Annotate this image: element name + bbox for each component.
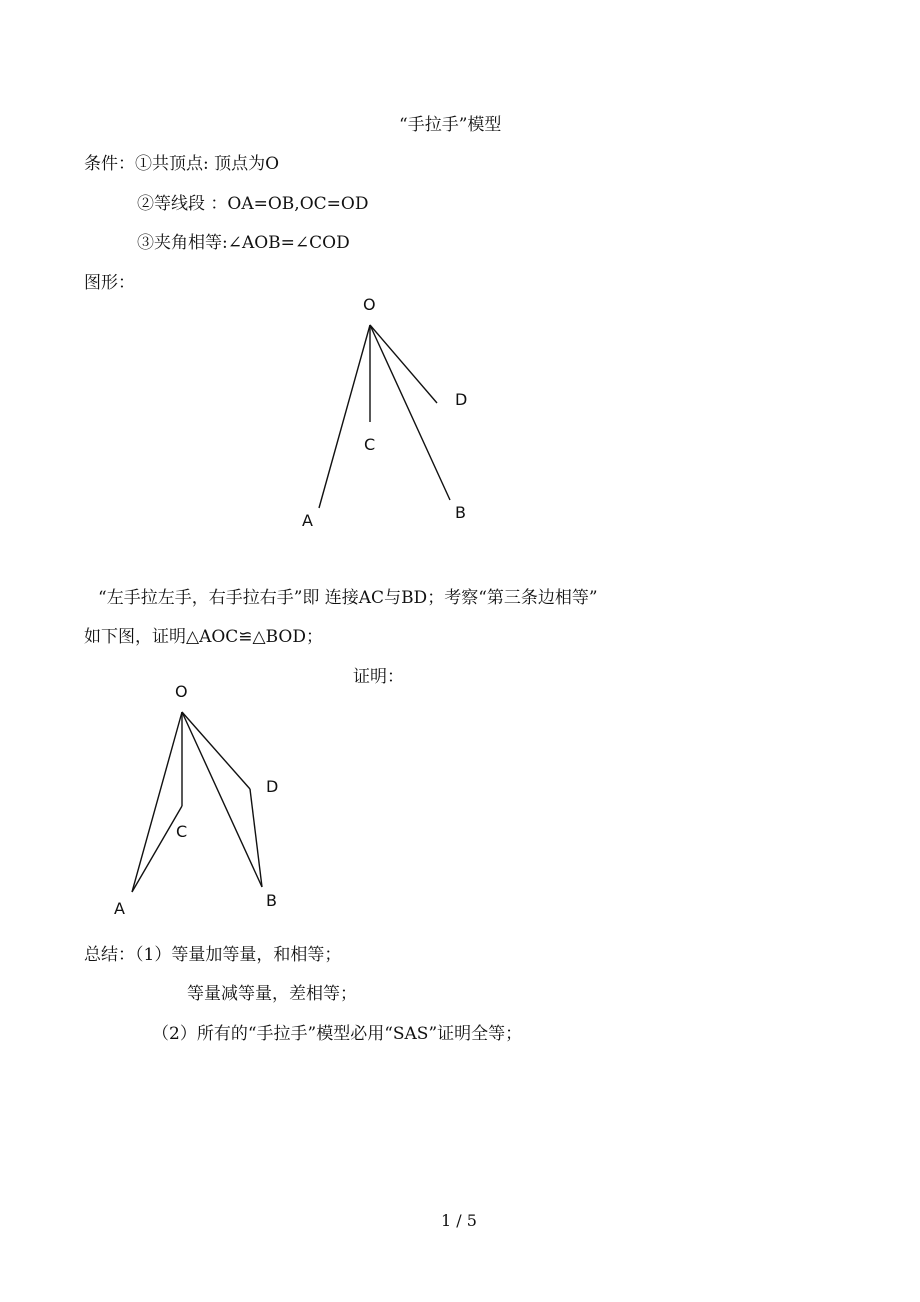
point-label-A: A xyxy=(302,511,313,530)
point-label-O: O xyxy=(175,682,188,701)
segment-OD xyxy=(182,712,250,789)
point-label-B: B xyxy=(455,503,466,522)
figure-label: 图形： xyxy=(84,273,135,293)
page-number: 1 / 5 xyxy=(441,1211,477,1230)
segment-OD xyxy=(370,325,437,403)
summary-line-2: 等量减等量，差相等； xyxy=(187,984,357,1004)
summary-line-3: （2）所有的“手拉手”模型必用“SAS”证明全等； xyxy=(152,1024,523,1044)
prove-statement: 如下图，证明△AOC≌△BOD； xyxy=(84,627,323,647)
segment-AC xyxy=(132,806,182,892)
point-label-O: O xyxy=(363,295,376,314)
point-label-C: C xyxy=(364,435,376,454)
point-label-B: B xyxy=(266,891,277,910)
point-label-C: C xyxy=(176,822,188,841)
summary-line-1: 总结：（1）等量加等量，和相等； xyxy=(84,945,342,965)
condition-2: ②等线段 ：OA=OB,OC=OD xyxy=(137,194,369,214)
segment-OA xyxy=(132,712,182,892)
page-title: “手拉手”模型 xyxy=(399,115,502,135)
point-label-D: D xyxy=(455,390,468,409)
segment-OB xyxy=(182,712,262,887)
hint-text: “左手拉左手，右手拉右手”即 连接AC与BD；考察“第三条边相等” xyxy=(98,588,598,608)
condition-3: ③夹角相等:∠AOB=∠COD xyxy=(137,233,350,253)
figure-1 xyxy=(302,295,467,530)
condition-1: 条件：①共顶点: 顶点为O xyxy=(84,154,280,174)
point-label-A: A xyxy=(114,899,125,918)
segment-OA xyxy=(319,325,370,508)
figure-2 xyxy=(114,682,278,918)
segment-OB xyxy=(370,325,450,500)
point-label-D: D xyxy=(266,777,279,796)
proof-label: 证明： xyxy=(353,667,404,687)
